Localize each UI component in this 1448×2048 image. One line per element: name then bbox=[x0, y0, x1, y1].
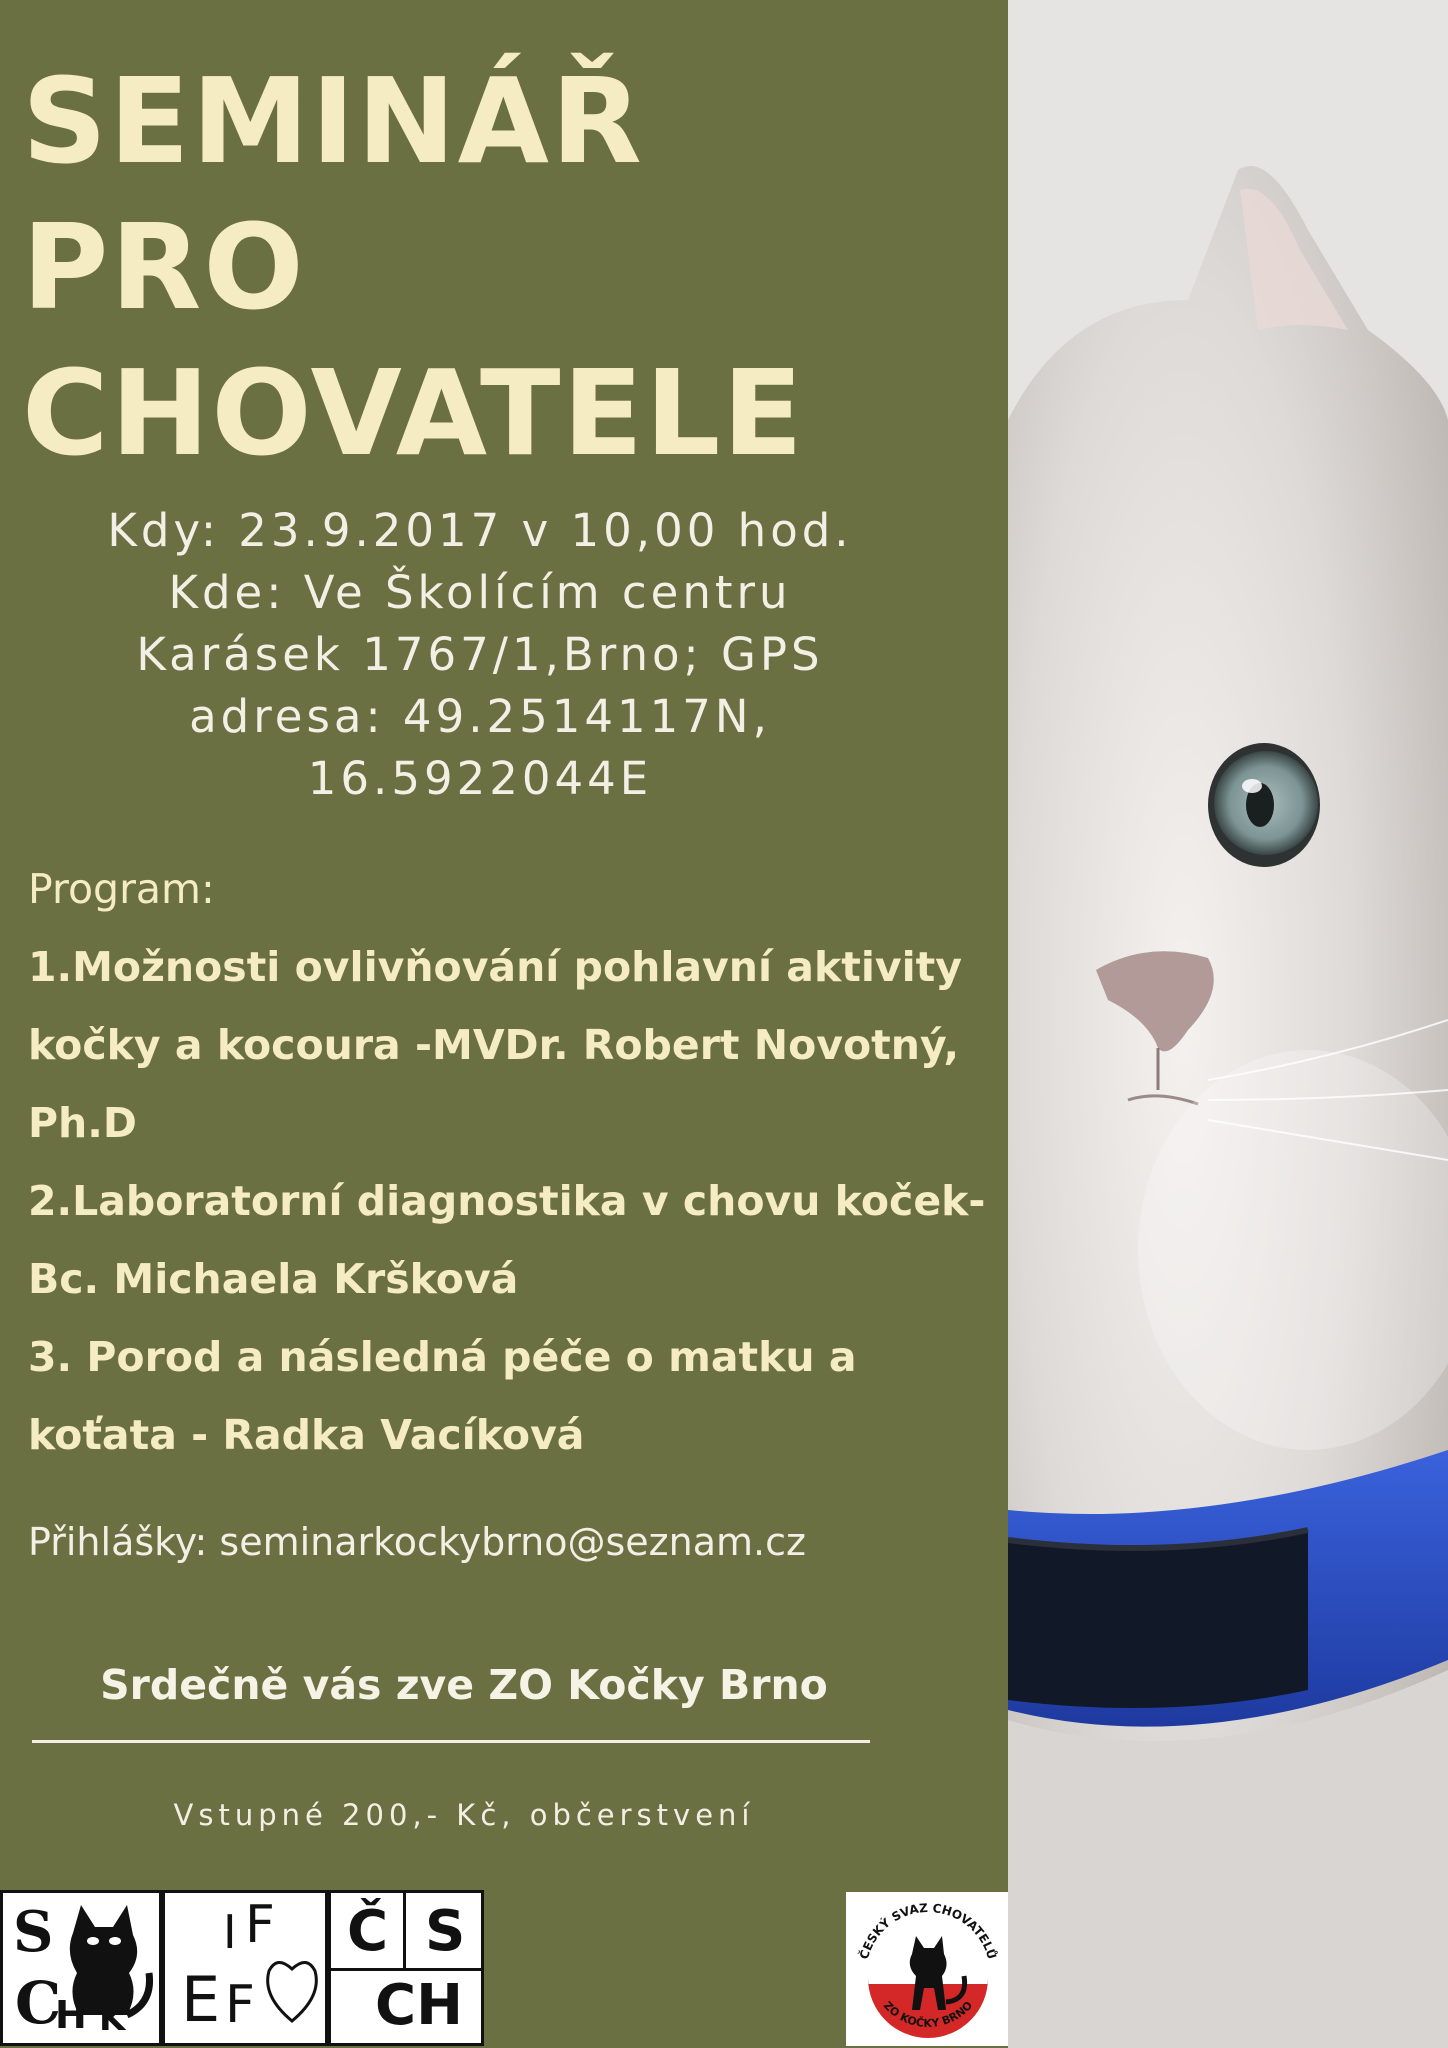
union-logo bbox=[846, 1892, 1010, 2046]
program-item-1: 1.Možnosti ovlivňování pohlavní aktivity kočky a kocoura -MVDr. Robert Novotný, Ph.D bbox=[28, 943, 962, 1147]
event-info bbox=[20, 500, 940, 810]
divider-line bbox=[32, 1740, 870, 1743]
schk-letter-s: S bbox=[13, 1899, 54, 1965]
schk-letter-h: H bbox=[55, 1993, 87, 2037]
title-line-2: PRO bbox=[22, 198, 306, 336]
kitten-photo bbox=[1008, 0, 1448, 2048]
info-gps-2: 16.5922044E bbox=[307, 752, 653, 805]
csch-logo bbox=[328, 1890, 484, 2046]
schk-letter-c: C bbox=[15, 1969, 62, 2037]
registration-contact: Přihlášky: seminarkockybrno@seznam.cz bbox=[28, 1520, 806, 1564]
program-heading: Program: bbox=[28, 865, 215, 913]
csch-letter-c: Č bbox=[347, 1899, 389, 1964]
info-gps-1: adresa: 49.2514117N, bbox=[189, 690, 771, 743]
admission-fee: Vstupné 200,- Kč, občerstvení bbox=[173, 1798, 755, 1832]
fife-heart-icon bbox=[257, 1941, 327, 2031]
fife-letter-2: I bbox=[223, 1905, 237, 1959]
fife-letter-4: E bbox=[181, 1963, 221, 2036]
info-where: Kde: Ve Školícím centru bbox=[168, 566, 792, 619]
page-title bbox=[22, 48, 982, 486]
fife-letter-1: F bbox=[245, 1895, 275, 1955]
fife-letter-3: F bbox=[225, 1975, 255, 2035]
schk-logo bbox=[0, 1890, 162, 2046]
fife-logo bbox=[162, 1890, 328, 2046]
union-text-top: ČESKÝ SVAZ CHOVATELŮ bbox=[856, 1900, 1000, 1961]
title-line-3: CHOVATELE bbox=[22, 344, 805, 482]
program-list bbox=[28, 850, 998, 1474]
schk-letter-k: K bbox=[99, 1999, 126, 2039]
csch-letter-s: S bbox=[425, 1899, 466, 1964]
program-item-2: 2.Laboratorní diagnostika v chovu koček- Bc. Michaela Kršková bbox=[28, 1177, 986, 1303]
union-seal-icon bbox=[846, 1892, 1010, 2046]
info-when: Kdy: 23.9.2017 v 10,00 hod. bbox=[107, 504, 853, 557]
union-text-bottom: ZO KOČKY BRNO bbox=[880, 1998, 976, 2030]
title-line-1: SEMINÁŘ bbox=[22, 52, 644, 190]
info-address: Karásek 1767/1,Brno; GPS bbox=[136, 628, 824, 681]
program-item-3: 3. Porod a následná péče o matku a koťata - Radka Vacíková bbox=[28, 1333, 857, 1459]
kitten-illustration bbox=[1008, 0, 1448, 2048]
invitation-text: Srdečně vás zve ZO Kočky Brno bbox=[100, 1661, 828, 1709]
csch-letters-ch: CH bbox=[375, 1973, 463, 2038]
